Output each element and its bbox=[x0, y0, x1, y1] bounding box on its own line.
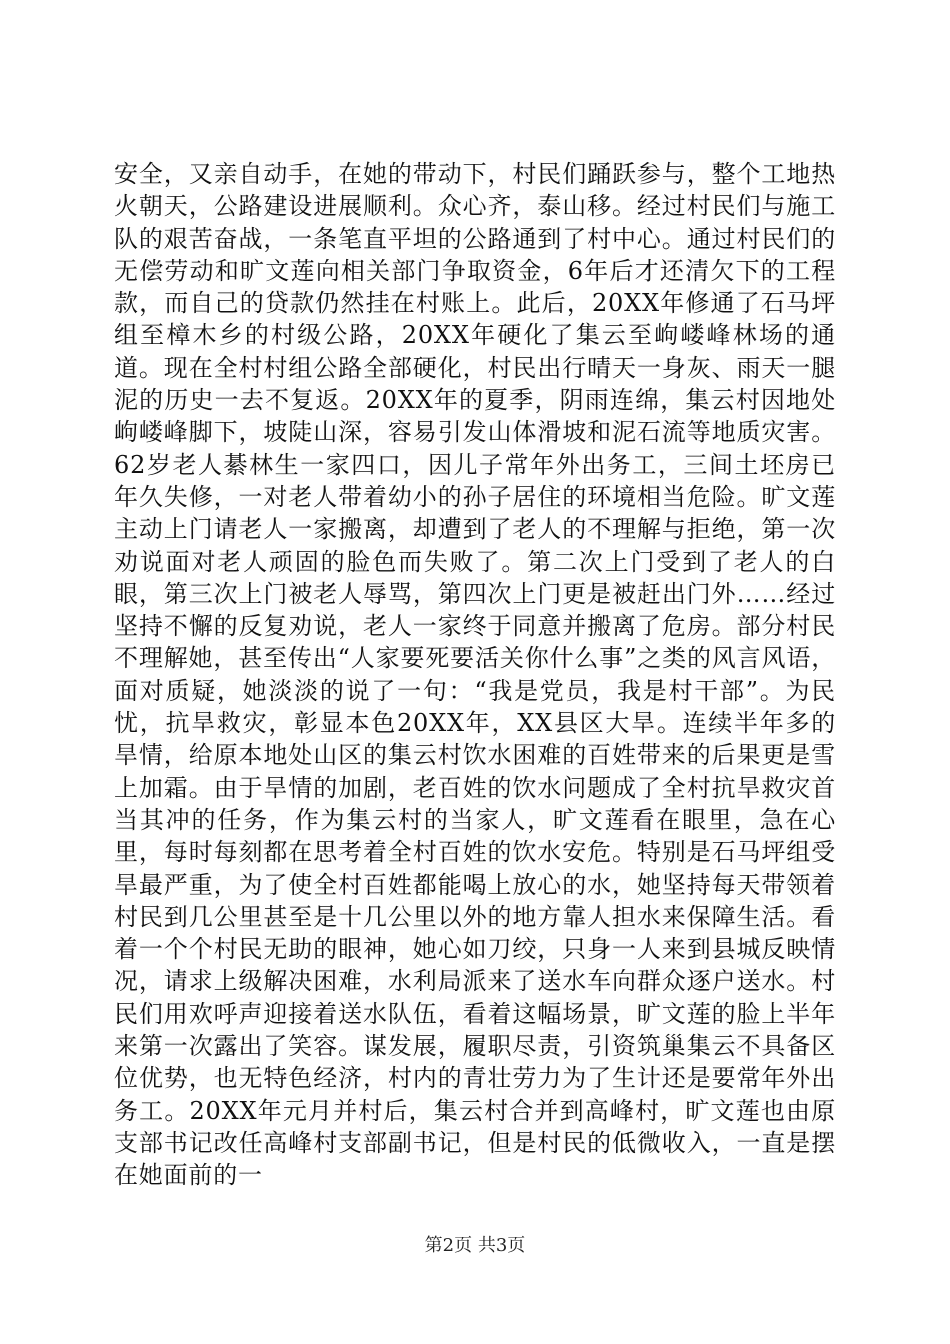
page-number-footer: 第2页 共3页 bbox=[424, 1235, 526, 1256]
body-paragraph: 安全，又亲自动手，在她的带动下，村民们踊跃参与，整个工地热火朝天，公路建设进展顺利。众心齐，泰山移。经过村民们与施工队的艰苦奋战，一条笔直平坦的公路通到了村中心。通过村民们的无偿劳动和旷文莲向相关部门争取资金，6年后才还清欠下的工程款，而自己的贷款仍然挂在村账上。此后，20XX年修通了石马坪组至樟木乡的村级公路，20XX年硬化了集云至岣嵝峰林场的通道。现在全村村组公路全部硬化，村民出行晴天一身灰、雨天一腿泥的历史一去不复返。20XX年的夏季，阴雨连绵，集云村因地处岣嵝峰脚下，坡陡山深，容易引发山体滑坡和泥石流等地质灾害。62岁老人綦林生一家四口，因儿子常年外出务工，三间土坯房已年久失修，一对老人带着幼小的孙子居住的环境相当危险。旷文莲主动上门请老人一家搬离，却遭到了老人的不理解与拒绝，第一次劝说面对老人顽固的脸色而失败了。第二次上门受到了老人的白眼，第三次上门被老人辱骂，第四次上门更是被赶出门外……经过坚持不懈的反复劝说，老人一家终于同意并搬离了危房。部分村民不理解她，甚至传出“人家要死要活关你什么事”之类的风言风语，面对质疑，她淡淡的说了一句：“我是党员，我是村干部”。为民忧，抗旱救灾，彰显本色20XX年，XX县区大旱。连续半年多的旱情，给原本地处山区的集云村饮水困难的百姓带来的后果更是雪上加霜。由于旱情的加剧，老百姓的饮水问题成了全村抗旱救灾首当其冲的任务，作为集云村的当家人，旷文莲看在眼里，急在心里，每时每刻都在思考着全村百姓的饮水安危。特别是石马坪组受旱最严重，为了使全村百姓都能喝上放心的水，她坚持每天带领着村民到几公里甚至是十几公里以外的地方靠人担水来保障生活。看着一个个村民无助的眼神，她心如刀绞，只身一人来到县城反映情况，请求上级解决困难，水利局派来了送水车向群众逐户送水。村民们用欢呼声迎接着送水队伍，看着这幅场景，旷文莲的脸上半年来第一次露出了笑容。谋发展，履职尽责，引资筑巢集云不具备区位优势，也无特色经济，村内的青壮劳力为了生计还是要常年外出务工。20XX年元月并村后，集云村合并到高峰村，旷文莲也由原支部书记改任高峰村支部副书记，但是村民的低微收入，一直是摆在她面前的一 bbox=[114, 160, 836, 1190]
